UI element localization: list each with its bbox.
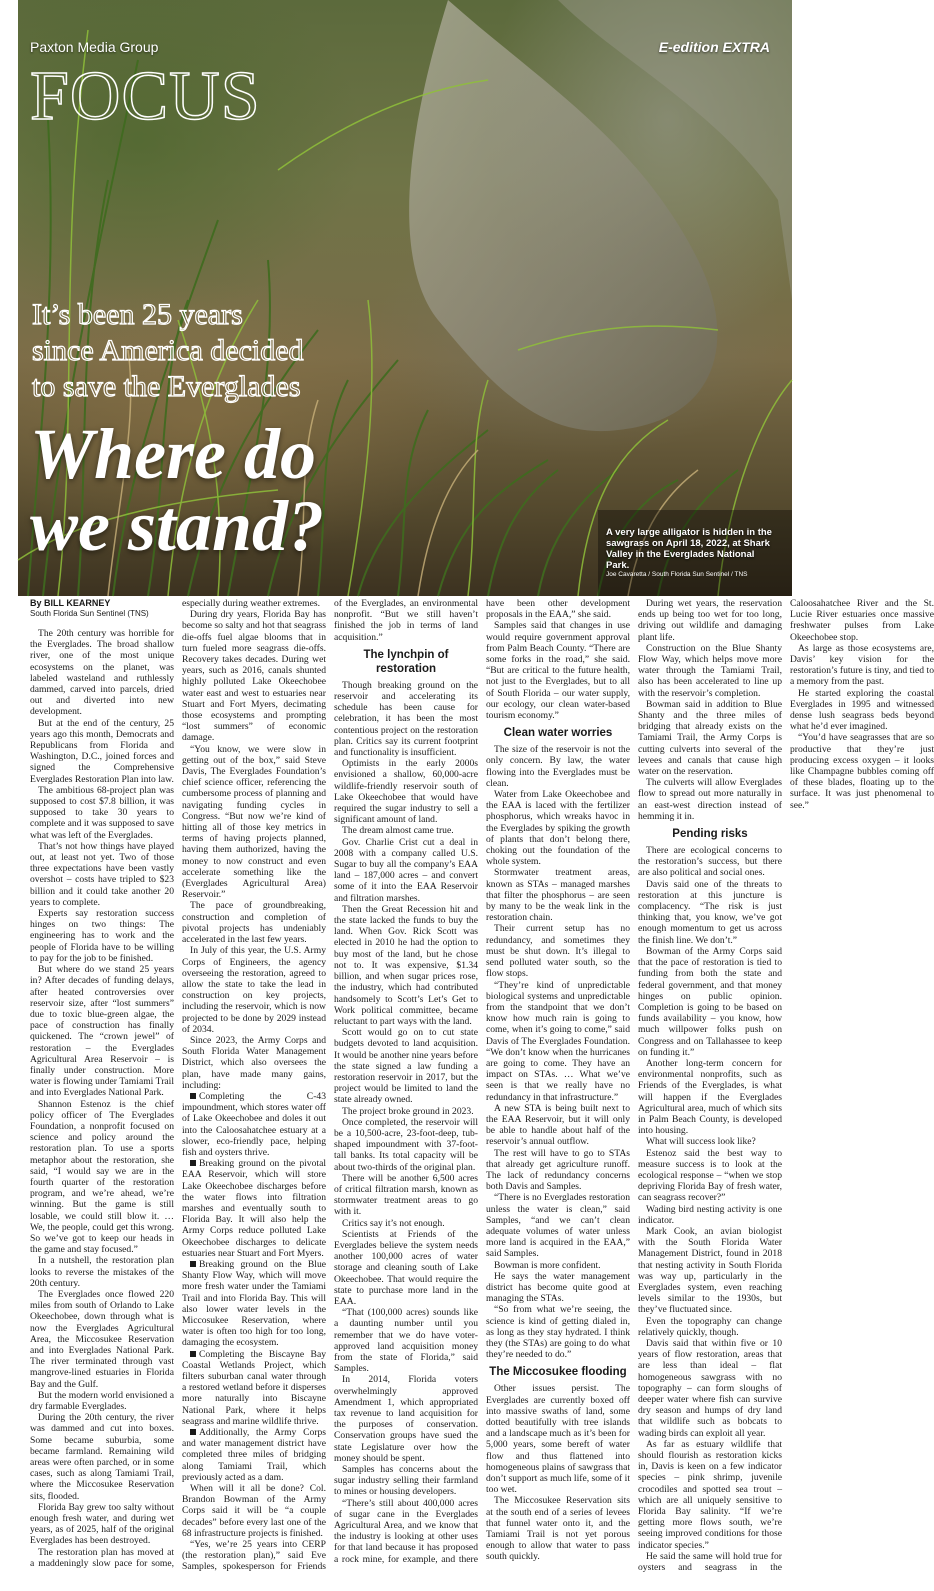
paragraph — [182, 609, 326, 743]
bullet-square-icon — [190, 1160, 196, 1166]
block-text: Stormwater treatment areas, known as STAs – managed marshes that filter the phosphorus – are seen by many to be the weak link in the restoration chain. — [486, 867, 630, 924]
paragraph — [334, 1106, 478, 1117]
hero-photo — [18, 0, 792, 596]
block-text: During the 20th century, the river was dammed and cut into boxes. Some became suburbia, some became farmland. Remaining wild areas were often parched, or in some cases, such as along Tamiami Trail, where the Miccosukee Reservation sits, flooded. — [30, 1412, 174, 1502]
block-text: Even the topography can change relatively quickly, though. — [638, 1315, 782, 1338]
block-text: During wet years, the reservation ends up being too wet for too long, driving out wildlife and damaging plant life. — [638, 598, 782, 643]
block-text: A new STA is being built next to the EAA Reservoir, but it will only be able to handle about half of the reservoir’s annual outflow. — [486, 1102, 630, 1148]
paragraph — [638, 1316, 782, 1338]
paragraph — [30, 718, 174, 785]
paragraph — [30, 964, 174, 1098]
block-text: “So from what we’re seeing, the science is kind of getting dialed in, as long as they stay hydrated. I think they (the STAs) are going to do what they’re needed to do.” — [486, 1304, 630, 1361]
paragraph — [486, 867, 630, 923]
block-text: Wading bird nesting activity is one indicator. — [638, 1203, 782, 1226]
block-text: Bowman said in addition to Blue Shanty and the three miles of bridging that already exists on the Tamiami Trail, the Army Corps is cutting culverts into several of the levees and canals that cause high water on the reservation. — [638, 698, 782, 778]
paragraph — [638, 845, 782, 879]
block-text: Mark Cook, an avian biologist with the South Florida Water Management District, found in 2018 that nesting activity in South Florida was way up, particularly in the Everglades system, even reaching levels similar to the 1930s, but they’ve fluctuated since. — [638, 1225, 782, 1316]
block-text: Scientists at Friends of the Everglades believe the system needs another 100,000 acres of water storage and cleaning south of Lake Okeechobee. That would require the state to purchase more land in the EAA. — [334, 1228, 478, 1307]
block-text: The ambitious 68-project plan was supposed to cost $7.8 billion, it was supposed to take 30 years to complete and it was supposed to save what was left of the Everglades. — [30, 784, 174, 841]
paragraph — [790, 688, 934, 733]
paragraph — [638, 1136, 782, 1147]
block-text: “You know, we were slow in getting out of the box,” said Steve Davis, The Everglades Foundation’s chief science officer, referencing the cumbersome process of planning and navigating funding cycles in Congress. “But now we’re kind of hitting all of those key metrics in terms of having projects planned, having them authorized, having the money to now construct and even accelerate something like the (Everglades Agricultural Area) Reservoir.” — [182, 743, 326, 901]
paragraph — [30, 908, 174, 964]
block-text: Samples has concerns about the sugar industry selling their farmland to mines or housing developers. — [334, 1464, 478, 1498]
block-text: “That (100,000 acres) sounds like a daunting number until you remember that we do have voter-approved land acquisition money from the state of Florida,” said Samples. — [334, 1307, 478, 1375]
paragraph — [638, 1204, 782, 1226]
bullet-paragraph — [182, 1259, 326, 1349]
block-text: Additionally, the Army Corps and water management district have completed three miles of bridging along Tamiami Trail, which previously acted as a dam. — [182, 1427, 326, 1483]
paragraph — [30, 1390, 174, 1412]
block-text: “You’d have seagrasses that are so productive that they’re just producing excess oxygen – it looks like Champagne bubbles coming off of these blades, floating up to the surface. It was just phenomenal to see.” — [790, 732, 934, 811]
block-text: The pace of groundbreaking, construction and completion of pivotal projects has undeniably accelerated in the last few years. — [182, 900, 326, 946]
section-heading — [486, 1365, 630, 1379]
block-text: He says the water management district has become quite good at managing the STAs. — [486, 1270, 630, 1305]
paragraph — [486, 1192, 630, 1259]
bullet-paragraph — [182, 1349, 326, 1427]
paragraph — [790, 732, 934, 810]
paragraph — [30, 1099, 174, 1256]
block-text: But where do we stand 25 years in? After decades of funding delays, after heated controversies over reservoir size, after “lost summers” due to toxic blue-green algae, the pace of construction has finally quickened. The “crown jewel” of restoration – the Everglades Agricultural Area Reservoir – is finally under construction. More water is flowing under Tamiami Trail and into Everglades National Park. — [30, 964, 174, 1099]
block-text: In 2014, Florida voters overwhelmingly approved Amendment 1, which appropriated tax revenue to land acquisition for the purposes of conservation. Conservation groups have sued the state Legislature over how the money should be spent. — [334, 1374, 478, 1464]
headline-line: Where do — [30, 414, 316, 494]
block-text: The project broke ground in 2023. — [342, 1105, 474, 1117]
paragraph — [30, 841, 174, 908]
section-heading — [638, 827, 782, 841]
block-text: The Miccosukee flooding — [489, 1366, 627, 1379]
block-text: The rest will have to go to STAs that already get agriculture runoff. The lack of redundancy concerns both Davis and Samples. — [486, 1147, 630, 1193]
block-text: There are ecological concerns to the restoration’s success, but there are also political and social ones. — [638, 845, 782, 879]
block-text: The culverts will allow Everglades flow to spread out more naturally in an east-west direction instead of hemming it in. — [638, 777, 782, 822]
block-text: Experts say restoration success hinges on two things: The engineering has to work and the people of Florida have to be willing to pay for the job to be finished. — [30, 908, 174, 964]
paragraph — [334, 1218, 478, 1229]
photo-credit: Joe Cavaretta / South Florida Sun Sentinel / TNS — [606, 571, 748, 578]
block-text: During dry years, Florida Bay has become so salty and hot that seagrass die-offs fuel algae blooms that in turn fueled more seagrass die-offs. Recovery takes decades. During wet years, such as 2016, canals shunted highly polluted Lake Okeechobee water east and west to estuaries near Stuart and Fort Myers, decimating those ecosystems and prompting “lost summers” of economic damage. — [182, 609, 326, 744]
paragraph — [30, 1412, 174, 1502]
block-text: Construction on the Blue Shanty Flow Way, which helps move more water through the Tamiami Trail, also has been accelerated to line up with the reservoir’s completion. — [638, 642, 782, 699]
block-text: As far as estuary wildlife that should flourish as restoration kicks in, Davis is keen on a few indicator species – pink shrimp, juvenile crocodiles and spotted sea trout – which are all uniquely sensitive to Florida Bay salinity. “If we’re getting more flows south, we’re seeing improved conditions for those indicator species.” — [638, 1438, 782, 1551]
block-text: Completing the C-43 impoundment, which stores water off of Lake Okeechobee and doles it out into the Caloosahatchee estuary at a slower, eco-friendly pace, helping fish and oysters thrive. — [182, 1090, 326, 1158]
paragraph — [334, 1307, 478, 1374]
block-text: Though breaking ground on the reservoir and accelerating its schedule has been cause for celebration, it has been the most contentious project on the restoration plan. Critics say its current footprint and functionality is insufficient. — [334, 679, 478, 759]
block-text: Since 2023, the Army Corps and South Florida Water Management District, which also oversees the plan, have made many gains, including: — [182, 1034, 326, 1091]
block-text: Then the Great Recession hit and the state lacked the funds to buy the land. When Gov. Rick Scott was elected in 2010 he had the option to buy most of the land, but he chose not to. It was expensive, $1.34 billion, and when sugar prices rose, the industry, which had contributed handsomely to Scott’s Let’s Get to Work political committee, became reluctant to part ways with the land. — [334, 903, 478, 1027]
bullet-paragraph — [182, 1158, 326, 1259]
block-text: “There is no Everglades restoration unless the water is clean,” said Samples, “and we can’t clean adequate volumes of water unless more land is acquired in the EAA,” said Samples. — [486, 1192, 630, 1260]
subheadline-line: to save the Everglades — [32, 370, 301, 403]
paragraph — [182, 1035, 326, 1091]
paragraph — [638, 643, 782, 699]
block-text: The size of the reservoir is not the only concern. By law, the water flowing into the Everglades must be clean. — [486, 744, 630, 789]
block-text: But at the end of the century, 25 years ago this month, Democrats and Republicans from Florida and Washington, D.C., joined forces and signed the Comprehensive Everglades Restoration Plan into law. — [30, 717, 174, 785]
block-text: Critics say it’s not enough. — [342, 1217, 445, 1229]
block-text: Florida Bay grew too salty without enough fresh water, and during wet years, as of 2025, half of the original Everglades has been destroyed. — [30, 1501, 174, 1547]
paragraph — [30, 1255, 174, 1289]
paragraph — [486, 620, 630, 721]
bullet-square-icon — [190, 1351, 196, 1357]
block-text: Their current setup has no redundancy, and sometimes they must be shut down. It’s illegal to send polluted water south, so the flow stops. — [486, 923, 630, 980]
paragraph — [30, 1502, 174, 1547]
paragraph — [790, 643, 934, 688]
paragraph — [334, 1464, 478, 1498]
paragraph — [486, 1148, 630, 1193]
paragraph — [182, 900, 326, 945]
paragraph — [182, 1483, 326, 1539]
bullet-paragraph — [182, 1091, 326, 1158]
paragraph — [334, 904, 478, 1027]
block-text: There will be another 6,500 acres of critical filtration marsh, known as stormwater treatment areas to go with it. — [334, 1172, 478, 1218]
byline: By BILL KEARNEY — [30, 598, 111, 608]
headline-line: we stand? — [30, 486, 325, 566]
bullet-square-icon — [190, 1093, 196, 1099]
paragraph — [486, 744, 630, 789]
bullet-square-icon — [190, 1429, 196, 1435]
paragraph — [486, 1495, 630, 1562]
photo-caption: A very large alligator is hidden in the sawgrass on April 18, 2022, at Shark Valley in the Everglades National Park. — [606, 527, 772, 571]
paragraph — [638, 777, 782, 822]
block-text: Pending risks — [672, 828, 748, 841]
block-text: As large as those ecosystems are, Davis’ key vision for the restoration’s future is tiny, and tied to a memory from the past. — [790, 642, 934, 688]
paragraph — [334, 837, 478, 904]
paragraph — [182, 744, 326, 901]
block-text: In a nutshell, the restoration plan looks to reverse the mistakes of the 20th century. — [30, 1255, 174, 1289]
paragraph — [334, 1229, 478, 1307]
block-text: Breaking ground on the pivotal EAA Reservoir, which will store Lake Okeechobee discharges before the water flows into filtration marshes and eventually south to Florida Bay. It will also help the Army Corps reduce polluted Lake Okeechobee discharges to delicate estuaries near Stuart and Fort Myers. — [182, 1158, 326, 1259]
paragraph — [638, 1338, 782, 1439]
byline-organization: South Florida Sun Sentinel (TNS) — [30, 609, 149, 618]
block-text: Optimists in the early 2000s envisioned a shallow, 60,000-acre wildlife-friendly reservoir south of Lake Okeechobee that would have required the sugar industry to sell a significant amount of land. — [334, 758, 478, 826]
block-text: Davis said one of the threats to restoration at this juncture is complacency. “The risk is just thinking that, you know, we’ve got enough momentum to get us across the finish line. We don’t.” — [638, 878, 782, 946]
paragraph — [638, 1148, 782, 1204]
paragraph — [30, 628, 174, 718]
paragraph — [334, 758, 478, 825]
article — [30, 598, 934, 1588]
section-heading — [486, 726, 630, 740]
block-text: Once completed, the reservoir will be a 10,500-acre, 23-foot-deep, tub-shaped impoundment with 37-foot-tall banks. Its total capacity will be about two-thirds of the original plan. — [334, 1116, 478, 1173]
block-text: The 20th century was horrible for the Everglades. The broad shallow river, one of the most unique ecosystems on the planet, was labeled wasteland and ruthlessly dammed, carved into parcels, dried out and diverted into new development. — [30, 628, 174, 718]
paragraph — [486, 1304, 630, 1360]
paragraph — [638, 699, 782, 777]
paragraph — [30, 785, 174, 841]
block-text: Scott would go on to cut state budgets devoted to land acquisition. It would be another nine years before the state signed a law funding a restoration reservoir in 2017, but the project would be limited to land the state already owned. — [334, 1027, 478, 1106]
paragraph — [486, 1383, 630, 1495]
paragraph — [486, 1260, 630, 1271]
paragraph — [30, 1289, 174, 1390]
bullet-square-icon — [190, 1261, 196, 1267]
paragraph — [334, 1117, 478, 1173]
block-text: Water from Lake Okeechobee and the EAA is laced with the fertilizer phosphorus, which wreaks havoc in the Everglades by spiking the growth of plants that don’t belong there, choking out the foundation of the whole system. — [486, 789, 630, 868]
paragraph — [638, 1226, 782, 1316]
block-text: Estenoz said the best way to measure success is to look at the ecological response – “when we stop depriving Florida Bay of fresh water, can seagrass recover?” — [638, 1147, 782, 1204]
bullet-paragraph — [182, 1427, 326, 1483]
paragraph — [182, 945, 326, 1035]
block-text: Completing the Biscayne Bay Coastal Wetlands Project, which filters suburban canal water through a restored wetland before it disperses more naturally into Biscayne National Park, where it helps seagrass and marine wildlife thrive. — [182, 1348, 326, 1427]
block-text: “They’re kind of unpredictable biological systems and unpredictable from the standpoint that we don’t know how much rain is going to come, when it’s going to come,” said Davis of The Everglades Foundation. “We don’t know when the hurricanes are going to come. They have an impact on STAs. … What we’ve seen is that we really have no redundancy in that infrastructure.” — [486, 979, 630, 1103]
block-text: Clean water worries — [503, 727, 613, 740]
section-title: FOCUS — [30, 58, 261, 135]
block-text: The lynchpin of restoration — [363, 648, 449, 675]
block-text: Shannon Estenoz is the chief policy officer of The Everglades Foundation, a nonprofit focused on science and policy around the restoration plan. To use a sports metaphor about the restoration, she said, “I would say we are in the fourth quarter of the restoration program, and we’re ahead, we’re winning. But the game is still losable, we could still blow it. … We, the people, could get this wrong. So we’ve got to keep our heads in the game and stay focused.” — [30, 1098, 174, 1256]
block-text: That’s not how things have played out, at least not yet. Two of those three expectations have been vastly overshot – costs have tripled to $23 billion and it could take another 20 years to complete. — [30, 840, 174, 908]
paragraph — [334, 1027, 478, 1105]
block-text: He started exploring the coastal Everglades in 1995 and witnessed dense lush seagrass beds beyond what he’d ever imagined. — [790, 687, 934, 733]
paragraph — [486, 923, 630, 979]
paragraph — [334, 825, 478, 836]
article-columns — [30, 598, 934, 1578]
paragraph — [638, 879, 782, 946]
block-text: The Everglades once flowed 220 miles from south of Orlando to Lake Okeechobee, down through what is now the Everglades Agricultural Area, the Miccosukee Reservation and into Everglades National Park. The river terminated through vast mangrove-lined estuaries in Florida Bay and the Gulf. — [30, 1288, 174, 1390]
block-text: Bowman is more confident. — [494, 1259, 601, 1271]
paragraph — [638, 1439, 782, 1551]
block-text: The dream almost came true. — [342, 825, 454, 837]
subheadline — [32, 297, 392, 405]
block-text: Breaking ground on the Blue Shanty Flow Way, which will move more fresh water under the Tamiami Trail and into Florida Bay. This will also lower water levels in the Miccosukee Reservation, where water is often too high for too long, damaging the ecosystem. — [182, 1258, 326, 1349]
block-text: Samples said that changes in use would require government approval from Palm Beach County. “There are some forks in the road,” she said. “But are critical to the future health, not just to the Everglades, but to all of South Florida – our water supply, our ecology, our clean water-based tourism economy.” — [486, 620, 630, 722]
paragraph — [334, 680, 478, 758]
paragraph — [486, 1271, 630, 1305]
block-text: Davis said that within five or 10 years of flow restoration, areas that are less than ideal – flat homogeneous sawgrass with no topography – can form sloughs of deeper water where fish can survive dry season and humps of dry land that wildlife such as bobcats to wading birds can exploit all year. — [638, 1338, 782, 1439]
paragraph — [486, 1103, 630, 1148]
paragraph — [486, 789, 630, 867]
brand-name: Paxton Media Group — [30, 39, 159, 55]
subheadline-line: It’s been 25 years — [32, 298, 243, 331]
block-text: “There’s still about 400,000 acres of sugar cane in the Everglades Agricultural Area, and we know that the industry is looking at other uses for that land because it has proposed a rock mine, for example, and there have been other development proposals in the EAA,” she said. — [334, 598, 630, 1565]
block-text: Gov. Charlie Crist cut a deal in 2008 with a company called U.S. Sugar to buy all the company’s EAA land – 187,000 acres – and convert some of it into the EAA Reservoir and filtration marshes. — [334, 836, 478, 904]
edition-label: E-edition EXTRA — [658, 39, 770, 55]
paragraph — [638, 598, 782, 643]
block-text: The Miccosukee Reservation sits at the south end of a series of levees that funnel water onto it, and the Tamiami Trail is not yet porous enough to allow that water to pass south quickly. — [486, 1495, 630, 1563]
paragraph — [638, 946, 782, 1058]
block-text: Other issues persist. The Everglades are currently boxed off into massive swaths of land, some dotted beautifully with tree islands and a landscape much as it’s been for 5,000 years, some bereft of water flow and thus flattened into homogeneous plains of sawgrass that don’t support as much life, some of it too wet. — [486, 1383, 630, 1496]
block-text: In July of this year, the U.S. Army Corps of Engineers, the agency overseeing the restoration, agreed to allow the state to take the lead in construction on key projects, including the reservoir, which is now projected to be done by 2029 instead of 2034. — [182, 945, 326, 1035]
paragraph — [638, 1058, 782, 1136]
block-text: He said the same will hold true for oysters and seagrass in the Caloosahatchee River and the St. Lucie River estuaries once massive freshwater pulses from Lake Okeechobee stop. — [638, 598, 934, 1574]
paragraph — [334, 1374, 478, 1464]
block-text: But the modern world envisioned a dry farmable Everglades. — [30, 1389, 174, 1413]
paragraph — [334, 1173, 478, 1218]
block-text: When will it all be done? Col. Brandon Bowman of the Army Corps said it will be “a couple decades” before every last one of the 68 infrastructure projects is finished. — [182, 1483, 326, 1539]
block-text: Bowman of the Army Corps said that the pace of restoration is tied to funding from both the state and federal government, and that money hinges on public opinion. Completion is going to be based on funds availability – you know, how much willpower folks push on Congress and on Tallahassee to keep on funding it.” — [638, 945, 782, 1058]
subheadline-line: since America decided — [32, 334, 304, 367]
paragraph — [486, 980, 630, 1103]
block-text: Another long-term concern for environmental nonprofits, such as Friends of the Everglades, is what will happen if the Everglades Agricultural area, much of which sits in Palm Beach County, is developed into housing. — [638, 1057, 782, 1137]
block-text: The restoration plan has moved at a maddeningly slow pace for some, especially during weather extremes. — [30, 598, 320, 1569]
section-heading — [334, 648, 478, 676]
block-text: “Yes, we’re 25 years into CERP (the restoration plan),” said Eve Samples, spokesperson for Friends of the Everglades, an environmental nonprofit. “But we still haven’t finished the job in terms of land acquisition.” — [182, 598, 478, 1573]
block-text: What will success look like? — [646, 1136, 756, 1148]
headline — [30, 414, 430, 566]
